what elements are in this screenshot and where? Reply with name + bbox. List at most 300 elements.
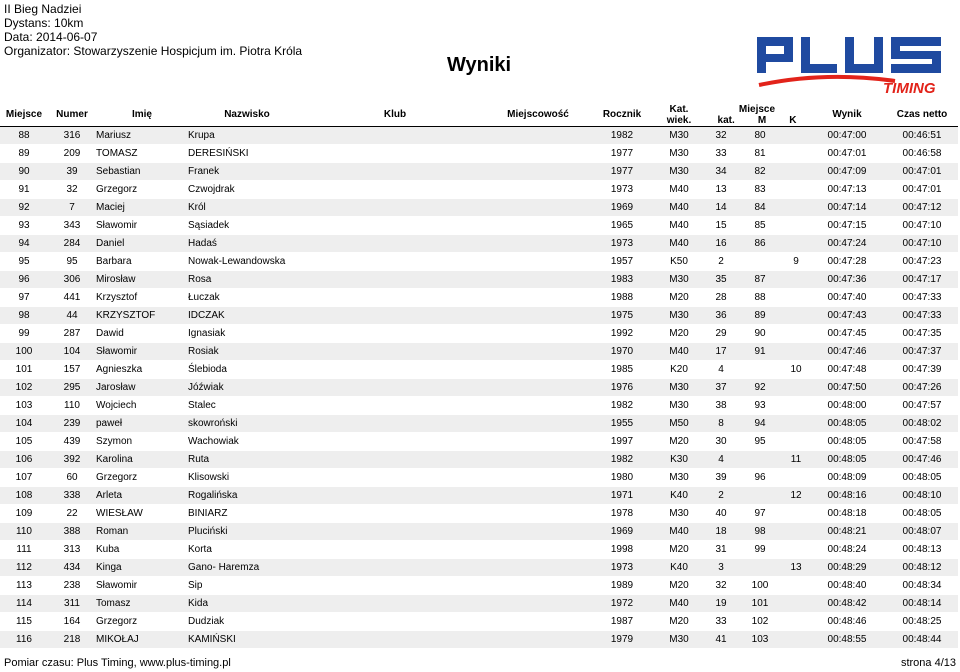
cell-miejsce: 97 bbox=[18, 292, 30, 303]
cell-miejsce-k: 10 bbox=[790, 364, 802, 375]
cell-miejsce: 99 bbox=[18, 328, 30, 339]
table-row bbox=[0, 469, 958, 487]
cell-miejsce-m: 99 bbox=[754, 544, 766, 555]
cell-numer: 7 bbox=[48, 199, 96, 217]
cell-miejsce-kat: 16 bbox=[706, 235, 736, 253]
col-imie: Imię bbox=[131, 109, 152, 120]
cell-miejsce-m: 86 bbox=[736, 235, 784, 253]
cell-netto: 00:48:05 bbox=[902, 472, 942, 483]
cell-netto: 00:48:25 bbox=[902, 616, 942, 627]
cell-miejsce-k bbox=[784, 145, 808, 163]
event-info bbox=[4, 2, 302, 58]
table-row bbox=[0, 523, 958, 541]
cell-netto: 00:48:12 bbox=[886, 559, 958, 577]
cell-numer: 239 bbox=[48, 415, 96, 433]
cell-miejsce-k: 13 bbox=[784, 559, 808, 577]
cell-kat: M30 bbox=[652, 163, 706, 181]
cell-kat: M40 bbox=[669, 184, 689, 195]
cell-nazwisko: Rogalińska bbox=[188, 487, 306, 505]
cell-kat: M30 bbox=[652, 271, 706, 289]
cell-imie: Arleta bbox=[96, 487, 188, 505]
table-row bbox=[0, 289, 958, 307]
col-numer: Numer bbox=[56, 109, 88, 120]
cell-miejsce: 114 bbox=[0, 595, 48, 613]
cell-netto: 00:47:10 bbox=[902, 220, 942, 231]
cell-miejscowosc bbox=[484, 613, 592, 631]
cell-netto: 00:46:51 bbox=[886, 127, 958, 145]
cell-klub bbox=[306, 523, 484, 541]
table-row bbox=[0, 559, 958, 577]
cell-wynik: 00:47:09 bbox=[808, 163, 886, 181]
cell-klub bbox=[306, 487, 484, 505]
cell-miejsce-m bbox=[736, 487, 784, 505]
cell-miejsce-m: 100 bbox=[751, 580, 769, 591]
cell-klub bbox=[306, 181, 484, 199]
cell-miejsce: 109 bbox=[15, 508, 33, 519]
cell-numer: 313 bbox=[63, 544, 81, 555]
cell-miejsce-k bbox=[784, 523, 808, 541]
cell-miejscowosc bbox=[484, 217, 592, 235]
cell-imie: KRZYSZTOF bbox=[96, 307, 188, 325]
cell-miejsce: 106 bbox=[0, 451, 48, 469]
cell-kat: M30 bbox=[669, 148, 689, 159]
cell-nazwisko: Jóźwiak bbox=[188, 379, 306, 397]
cell-miejsce-m: 92 bbox=[736, 379, 784, 397]
cell-numer: 434 bbox=[48, 559, 96, 577]
cell-netto: 00:47:01 bbox=[886, 163, 958, 181]
cell-imie: Kuba bbox=[96, 544, 120, 555]
cell-imie: Daniel bbox=[96, 235, 188, 253]
cell-kat: M30 bbox=[669, 508, 689, 519]
cell-imie: Sławomir bbox=[96, 220, 138, 231]
cell-imie: Agnieszka bbox=[96, 364, 143, 375]
cell-miejsce-k bbox=[784, 541, 808, 559]
cell-miejsce-k bbox=[784, 379, 808, 397]
cell-miejsce-k bbox=[784, 415, 808, 433]
cell-nazwisko: Rosiak bbox=[188, 343, 306, 361]
table-row bbox=[0, 487, 958, 505]
cell-imie: WIESŁAW bbox=[96, 508, 143, 519]
cell-nazwisko: Klisowski bbox=[188, 472, 230, 483]
cell-klub bbox=[306, 163, 484, 181]
logo-subtext: TIMING bbox=[883, 80, 936, 97]
cell-miejsce: 90 bbox=[0, 163, 48, 181]
cell-numer: 388 bbox=[48, 523, 96, 541]
cell-klub bbox=[306, 433, 484, 451]
cell-miejsce-kat: 4 bbox=[706, 451, 736, 469]
cell-miejsce-kat: 30 bbox=[715, 436, 727, 447]
cell-kat: K30 bbox=[652, 451, 706, 469]
cell-miejsce-kat: 13 bbox=[715, 184, 727, 195]
cell-rocznik: 1998 bbox=[610, 544, 634, 555]
cell-wynik: 00:47:46 bbox=[808, 343, 886, 361]
cell-wynik: 00:48:55 bbox=[808, 631, 886, 649]
cell-miejsce-m: 102 bbox=[751, 616, 769, 627]
cell-numer: 343 bbox=[63, 220, 81, 231]
cell-miejsce: 111 bbox=[16, 544, 32, 555]
cell-netto: 00:48:02 bbox=[886, 415, 958, 433]
cell-netto: 00:47:46 bbox=[886, 451, 958, 469]
cell-nazwisko: Gano- Haremza bbox=[188, 559, 306, 577]
cell-miejsce-kat: 17 bbox=[706, 343, 736, 361]
cell-miejsce: 104 bbox=[0, 415, 48, 433]
cell-miejsce: 102 bbox=[0, 379, 48, 397]
cell-miejsce-m: 96 bbox=[754, 472, 766, 483]
cell-rocznik: 1988 bbox=[610, 292, 634, 303]
cell-nazwisko: Ruta bbox=[188, 451, 306, 469]
table-row bbox=[0, 181, 958, 199]
cell-miejsce: 91 bbox=[18, 184, 30, 195]
cell-kat: M20 bbox=[669, 580, 689, 591]
cell-kat: K40 bbox=[652, 559, 706, 577]
cell-kat: M20 bbox=[669, 328, 689, 339]
cell-imie: TOMASZ bbox=[96, 148, 138, 159]
cell-miejscowosc bbox=[484, 577, 592, 595]
cell-miejsce-kat: 19 bbox=[706, 595, 736, 613]
table-row bbox=[0, 595, 958, 613]
cell-wynik: 00:47:28 bbox=[827, 256, 867, 267]
cell-miejsce: 96 bbox=[0, 271, 48, 289]
cell-wynik: 00:47:45 bbox=[827, 328, 867, 339]
cell-miejsce-kat: 34 bbox=[706, 163, 736, 181]
cell-miejscowosc bbox=[484, 559, 592, 577]
cell-imie: Krzysztof bbox=[96, 292, 138, 303]
cell-netto: 00:47:10 bbox=[886, 235, 958, 253]
cell-wynik: 00:48:29 bbox=[808, 559, 886, 577]
cell-miejsce-kat: 29 bbox=[715, 328, 727, 339]
cell-imie: Wojciech bbox=[96, 400, 137, 411]
table-row bbox=[0, 505, 958, 523]
cell-miejsce: 103 bbox=[15, 400, 33, 411]
cell-miejsce-k bbox=[784, 199, 808, 217]
cell-miejscowosc bbox=[484, 541, 592, 559]
cell-miejsce-kat: 38 bbox=[715, 400, 727, 411]
cell-miejscowosc bbox=[484, 415, 592, 433]
cell-numer: 441 bbox=[63, 292, 81, 303]
cell-miejsce: 105 bbox=[15, 436, 33, 447]
cell-numer: 44 bbox=[48, 307, 96, 325]
cell-klub bbox=[306, 595, 484, 613]
table-row bbox=[0, 379, 958, 397]
table-row bbox=[0, 199, 958, 217]
cell-kat: M40 bbox=[652, 235, 706, 253]
cell-miejsce-m: 80 bbox=[736, 127, 784, 145]
cell-miejsce: 95 bbox=[18, 256, 30, 267]
cell-klub bbox=[306, 631, 484, 649]
cell-miejsce-kat: 2 bbox=[706, 487, 736, 505]
cell-kat: M50 bbox=[652, 415, 706, 433]
cell-netto: 00:46:58 bbox=[902, 148, 942, 159]
cell-kat: M40 bbox=[652, 199, 706, 217]
cell-miejsce-k bbox=[784, 289, 808, 307]
cell-miejscowosc bbox=[484, 235, 592, 253]
table-row bbox=[0, 541, 958, 559]
cell-miejsce-kat: 37 bbox=[706, 379, 736, 397]
cell-wynik: 00:48:46 bbox=[827, 616, 867, 627]
cell-miejscowosc bbox=[484, 145, 592, 163]
cell-miejsce: 112 bbox=[0, 559, 48, 577]
cell-nazwisko: DERESIŃSKI bbox=[188, 148, 249, 159]
col-kat-top: Kat. bbox=[669, 103, 689, 115]
cell-klub bbox=[306, 253, 484, 271]
cell-miejsce-m: 85 bbox=[754, 220, 766, 231]
cell-nazwisko: Ignasiak bbox=[188, 328, 226, 339]
cell-kat: M30 bbox=[652, 307, 706, 325]
cell-klub bbox=[306, 505, 484, 523]
cell-miejsce-k bbox=[784, 433, 808, 451]
cell-miejscowosc bbox=[484, 127, 592, 145]
cell-klub bbox=[306, 217, 484, 235]
cell-miejsce-kat: 39 bbox=[715, 472, 727, 483]
col-sub-kat: kat. bbox=[717, 114, 735, 126]
cell-klub bbox=[306, 235, 484, 253]
event-name: II Bieg Nadziei bbox=[4, 2, 82, 16]
cell-nazwisko: Korta bbox=[188, 544, 212, 555]
cell-miejsce: 98 bbox=[0, 307, 48, 325]
cell-imie: Mariusz bbox=[96, 127, 188, 145]
cell-nazwisko: BINIARZ bbox=[188, 508, 228, 519]
cell-netto: 00:47:39 bbox=[902, 364, 942, 375]
col-miejsce-group-label: Miejsce bbox=[738, 103, 776, 115]
cell-miejscowosc bbox=[484, 397, 592, 415]
cell-miejsce: 110 bbox=[0, 523, 48, 541]
table-row bbox=[0, 217, 958, 235]
cell-kat: M40 bbox=[669, 220, 689, 231]
cell-miejscowosc bbox=[484, 595, 592, 613]
cell-numer: 32 bbox=[66, 184, 78, 195]
cell-wynik: 00:48:00 bbox=[827, 400, 867, 411]
cell-nazwisko: Sip bbox=[188, 580, 203, 591]
cell-netto: 00:47:23 bbox=[902, 256, 942, 267]
cell-miejsce-k bbox=[784, 163, 808, 181]
cell-miejsce-kat: 33 bbox=[715, 148, 727, 159]
cell-miejsce-kat: 18 bbox=[706, 523, 736, 541]
table-header bbox=[0, 103, 958, 127]
cell-imie: Mirosław bbox=[96, 271, 188, 289]
cell-wynik: 00:48:05 bbox=[808, 415, 886, 433]
table-row bbox=[0, 415, 958, 433]
cell-numer: 110 bbox=[64, 400, 80, 411]
cell-imie: MIKOŁAJ bbox=[96, 631, 188, 649]
cell-wynik: 00:47:01 bbox=[827, 148, 867, 159]
plus-timing-logo bbox=[755, 33, 951, 97]
footer-credit: Pomiar czasu: Plus Timing, www.plus-timing.pl bbox=[4, 657, 231, 669]
cell-nazwisko: Nowak-Lewandowska bbox=[188, 256, 286, 267]
table-row bbox=[0, 145, 958, 163]
cell-miejsce-k: 11 bbox=[784, 451, 808, 469]
cell-miejsce: 92 bbox=[0, 199, 48, 217]
table-row bbox=[0, 127, 958, 145]
table-row bbox=[0, 361, 958, 379]
cell-imie: Karolina bbox=[96, 451, 188, 469]
col-miejsce-group bbox=[706, 103, 808, 127]
cell-miejsce-kat: 36 bbox=[706, 307, 736, 325]
cell-miejsce-k bbox=[784, 343, 808, 361]
cell-nazwisko: IDCZAK bbox=[188, 307, 306, 325]
cell-miejscowosc bbox=[484, 181, 592, 199]
cell-klub bbox=[306, 307, 484, 325]
cell-miejscowosc bbox=[484, 433, 592, 451]
cell-miejsce: 94 bbox=[0, 235, 48, 253]
cell-miejsce-kat: 3 bbox=[706, 559, 736, 577]
cell-miejsce: 101 bbox=[15, 364, 33, 375]
cell-miejsce-k bbox=[784, 577, 808, 595]
cell-miejsce: 108 bbox=[0, 487, 48, 505]
results-table bbox=[0, 103, 958, 649]
cell-klub bbox=[306, 199, 484, 217]
cell-klub bbox=[306, 271, 484, 289]
cell-miejsce-kat: 4 bbox=[718, 364, 724, 375]
cell-miejscowosc bbox=[484, 487, 592, 505]
cell-miejscowosc bbox=[484, 307, 592, 325]
cell-imie: Grzegorz bbox=[96, 616, 138, 627]
cell-miejsce-k bbox=[784, 127, 808, 145]
cell-imie: Dawid bbox=[96, 328, 124, 339]
cell-miejsce-kat: 41 bbox=[706, 631, 736, 649]
cell-nazwisko: Dudziak bbox=[188, 616, 225, 627]
cell-miejscowosc bbox=[484, 469, 592, 487]
cell-wynik: 00:48:16 bbox=[808, 487, 886, 505]
cell-kat: M20 bbox=[669, 616, 689, 627]
cell-klub bbox=[306, 379, 484, 397]
cell-klub bbox=[306, 451, 484, 469]
cell-miejsce-kat: 15 bbox=[715, 220, 727, 231]
cell-imie: Sławomir bbox=[96, 343, 188, 361]
cell-numer: 439 bbox=[63, 436, 81, 447]
col-kat-bottom: wiek. bbox=[666, 114, 692, 126]
cell-netto: 00:48:07 bbox=[886, 523, 958, 541]
cell-miejsce-m: 101 bbox=[736, 595, 784, 613]
cell-kat: M30 bbox=[652, 127, 706, 145]
cell-rocznik: 1955 bbox=[592, 415, 652, 433]
cell-klub bbox=[306, 397, 484, 415]
cell-rocznik: 1973 bbox=[592, 235, 652, 253]
cell-miejsce-k bbox=[784, 325, 808, 343]
cell-numer: 95 bbox=[66, 256, 78, 267]
cell-miejsce-k bbox=[784, 181, 808, 199]
table-row bbox=[0, 235, 958, 253]
cell-numer: 238 bbox=[63, 580, 81, 591]
col-miejsce: Miejsce bbox=[5, 109, 43, 120]
cell-numer: 104 bbox=[48, 343, 96, 361]
cell-miejsce-m: 87 bbox=[736, 271, 784, 289]
cell-nazwisko: Czwojdrak bbox=[188, 184, 235, 195]
cell-miejsce-k bbox=[784, 397, 808, 415]
cell-imie: Grzegorz bbox=[96, 472, 138, 483]
cell-wynik: 00:48:21 bbox=[808, 523, 886, 541]
page-number: strona 4/13 bbox=[900, 657, 956, 669]
cell-rocznik: 1973 bbox=[592, 559, 652, 577]
cell-miejsce-m: 83 bbox=[754, 184, 766, 195]
cell-miejsce: 107 bbox=[15, 472, 33, 483]
cell-rocznik: 1977 bbox=[592, 163, 652, 181]
cell-nazwisko: Kida bbox=[188, 595, 306, 613]
cell-miejscowosc bbox=[484, 271, 592, 289]
cell-miejsce-m: 81 bbox=[754, 148, 766, 159]
cell-rocznik: 1970 bbox=[592, 343, 652, 361]
cell-wynik: 00:47:24 bbox=[808, 235, 886, 253]
col-klub: Klub bbox=[383, 109, 407, 120]
cell-klub bbox=[306, 415, 484, 433]
cell-numer: 392 bbox=[48, 451, 96, 469]
cell-miejsce-m: 90 bbox=[754, 328, 766, 339]
cell-miejsce: 100 bbox=[0, 343, 48, 361]
cell-numer: 287 bbox=[63, 328, 81, 339]
cell-rocznik: 1997 bbox=[610, 436, 634, 447]
event-date: Data: 2014-06-07 bbox=[4, 30, 98, 44]
cell-miejsce-k bbox=[784, 217, 808, 235]
cell-miejsce-k bbox=[784, 235, 808, 253]
cell-imie: paweł bbox=[96, 415, 188, 433]
cell-netto: 00:47:58 bbox=[902, 436, 942, 447]
cell-klub bbox=[306, 361, 484, 379]
cell-rocznik: 1982 bbox=[592, 127, 652, 145]
col-sub-m: M bbox=[757, 114, 767, 126]
cell-rocznik: 1980 bbox=[610, 472, 634, 483]
cell-miejsce-kat: 31 bbox=[715, 544, 727, 555]
cell-rocznik: 1971 bbox=[592, 487, 652, 505]
cell-rocznik: 1976 bbox=[592, 379, 652, 397]
table-row bbox=[0, 271, 958, 289]
cell-numer: 338 bbox=[48, 487, 96, 505]
cell-imie: Grzegorz bbox=[96, 184, 138, 195]
cell-miejsce-kat: 32 bbox=[706, 127, 736, 145]
table-row bbox=[0, 163, 958, 181]
cell-wynik: 00:48:09 bbox=[827, 472, 867, 483]
cell-miejscowosc bbox=[484, 505, 592, 523]
cell-kat: K40 bbox=[652, 487, 706, 505]
cell-rocznik: 1982 bbox=[592, 451, 652, 469]
cell-rocznik: 1987 bbox=[610, 616, 634, 627]
cell-rocznik: 1957 bbox=[610, 256, 634, 267]
cell-klub bbox=[306, 613, 484, 631]
cell-rocznik: 1972 bbox=[592, 595, 652, 613]
cell-imie: Sebastian bbox=[96, 163, 188, 181]
table-row bbox=[0, 325, 958, 343]
cell-wynik: 00:48:05 bbox=[827, 436, 867, 447]
cell-nazwisko: Franek bbox=[188, 163, 306, 181]
cell-netto: 00:47:33 bbox=[886, 307, 958, 325]
cell-miejsce-kat: 40 bbox=[715, 508, 727, 519]
col-wynik: Wynik bbox=[832, 109, 862, 120]
table-row bbox=[0, 577, 958, 595]
col-kat bbox=[652, 103, 706, 127]
cell-numer: 157 bbox=[63, 364, 81, 375]
cell-miejsce-k bbox=[784, 271, 808, 289]
cell-nazwisko: Rosa bbox=[188, 271, 306, 289]
cell-klub bbox=[306, 343, 484, 361]
col-nazwisko: Nazwisko bbox=[224, 109, 270, 120]
cell-kat: K50 bbox=[670, 256, 688, 267]
cell-rocznik: 1982 bbox=[610, 400, 634, 411]
cell-netto: 00:47:17 bbox=[886, 271, 958, 289]
cell-miejsce: 113 bbox=[16, 580, 32, 591]
cell-nazwisko: Hadaś bbox=[188, 235, 306, 253]
cell-miejscowosc bbox=[484, 379, 592, 397]
cell-klub bbox=[306, 289, 484, 307]
cell-imie: Jarosław bbox=[96, 379, 188, 397]
cell-netto: 00:47:33 bbox=[902, 292, 942, 303]
cell-wynik: 00:47:50 bbox=[808, 379, 886, 397]
cell-rocznik: 1979 bbox=[592, 631, 652, 649]
page-title: Wyniki bbox=[447, 54, 512, 76]
cell-miejsce-m: 103 bbox=[736, 631, 784, 649]
cell-netto: 00:47:57 bbox=[902, 400, 942, 411]
cell-nazwisko: Sąsiadek bbox=[188, 220, 230, 231]
cell-nazwisko: skowroński bbox=[188, 415, 306, 433]
cell-miejsce-m bbox=[736, 253, 784, 271]
cell-klub bbox=[306, 559, 484, 577]
